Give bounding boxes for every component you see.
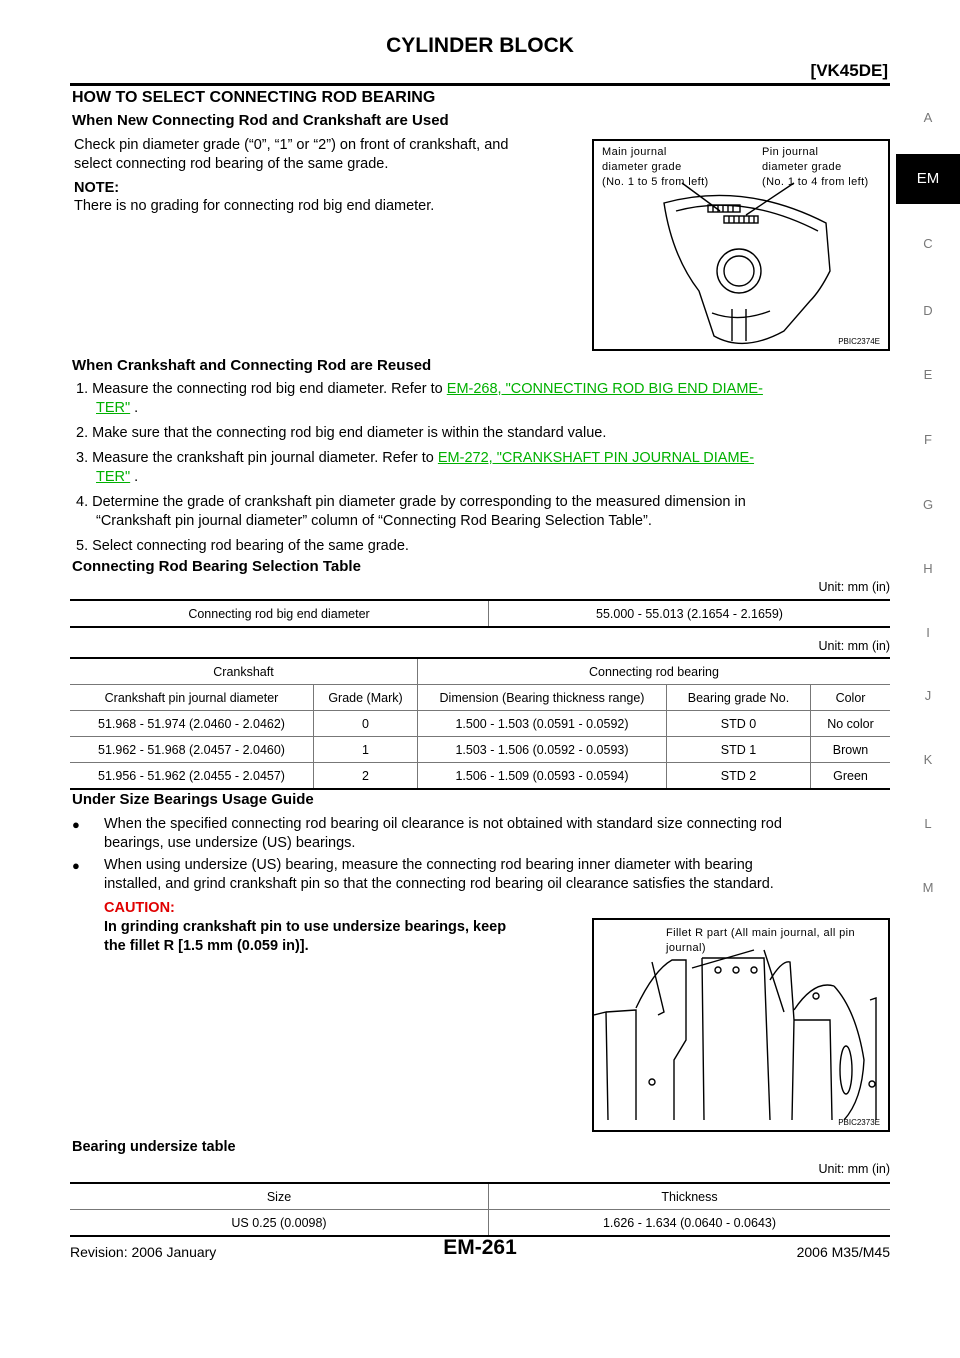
bullet-1-cont: bearings, use undersize (US) bearings. bbox=[104, 835, 356, 851]
header-rule bbox=[70, 83, 890, 86]
table-cell: 1.626 - 1.634 (0.0640 - 0.0643) bbox=[489, 1210, 891, 1237]
crankshaft-grade-figure bbox=[592, 139, 890, 351]
pin-journal-label-line: Pin journal bbox=[762, 146, 819, 158]
figure-code: PBIC2374E bbox=[838, 337, 880, 346]
table-cell: STD 0 bbox=[667, 711, 811, 737]
page-number: EM-261 bbox=[443, 1236, 517, 1259]
side-tab-e[interactable]: E bbox=[923, 367, 933, 382]
step-2: 2. Make sure that the connecting rod big end diameter is within the standard value. bbox=[76, 425, 607, 441]
table-cell: Brown bbox=[811, 737, 891, 763]
side-tab-k[interactable]: K bbox=[923, 752, 933, 767]
table-cell: 51.968 - 51.974 (2.0460 - 2.0462) bbox=[70, 711, 314, 737]
new-parts-body-2: select connecting rod bearing of the same grade. bbox=[74, 156, 389, 172]
em268-link-cont[interactable]: TER" bbox=[96, 400, 131, 416]
step-3-text: 3. Measure the crankshaft pin journal diameter. Refer to bbox=[76, 450, 438, 466]
table-cell: STD 1 bbox=[667, 737, 811, 763]
unit-label: Unit: mm (in) bbox=[818, 1162, 890, 1176]
side-tab-l[interactable]: L bbox=[924, 816, 932, 831]
section-heading: HOW TO SELECT CONNECTING ROD BEARING bbox=[72, 89, 436, 106]
undersize-table-heading: Bearing undersize table bbox=[72, 1139, 236, 1155]
table-cell: 51.956 - 51.962 (2.0455 - 2.0457) bbox=[70, 763, 314, 790]
table-cell: 0 bbox=[314, 711, 418, 737]
table-row bbox=[70, 737, 890, 763]
side-tab-i[interactable]: I bbox=[926, 625, 930, 640]
side-tab-d[interactable]: D bbox=[923, 303, 933, 318]
em272-link[interactable]: EM-272, "CRANKSHAFT PIN JOURNAL DIAME- bbox=[437, 450, 755, 466]
table-row bbox=[70, 1210, 890, 1237]
col-header: Grade (Mark) bbox=[314, 685, 418, 711]
pin-journal-label-line: (No. 1 to 4 from left) bbox=[762, 176, 869, 188]
note-text: There is no grading for connecting rod big end diameter. bbox=[74, 198, 435, 214]
col-header: Color bbox=[811, 685, 891, 711]
new-parts-body-1: Check pin diameter grade (“0”, “1” or “2”) on front of crankshaft, and bbox=[74, 137, 509, 153]
page-title: CYLINDER BLOCK bbox=[386, 34, 574, 57]
side-tab-em[interactable]: EM bbox=[896, 154, 960, 204]
em268-link[interactable]: EM-268, "CONNECTING ROD BIG END DIAME- bbox=[446, 381, 763, 397]
bullet-dot: ● bbox=[72, 858, 80, 873]
col-header: Dimension (Bearing thickness range) bbox=[418, 685, 667, 711]
revision-date: Revision: 2006 January bbox=[70, 1244, 217, 1260]
table-cell: Green bbox=[811, 763, 891, 790]
group-crankshaft: Crankshaft bbox=[70, 658, 418, 685]
side-tab-f[interactable]: F bbox=[924, 432, 932, 447]
em272-link-cont[interactable]: TER" bbox=[96, 469, 131, 485]
caution-text-cont: the fillet R [1.5 mm (0.059 in)]. bbox=[104, 938, 309, 954]
side-tab-g[interactable]: G bbox=[922, 497, 934, 512]
table-cell: 1 bbox=[314, 737, 418, 763]
model-year: 2006 M35/M45 bbox=[796, 1244, 890, 1260]
undersize-table bbox=[70, 1182, 890, 1237]
side-tab-a[interactable]: A bbox=[923, 110, 933, 125]
unit-label: Unit: mm (in) bbox=[818, 580, 890, 594]
new-parts-heading: When New Connecting Rod and Crankshaft are Used bbox=[72, 112, 449, 129]
undersize-heading: Under Size Bearings Usage Guide bbox=[72, 791, 314, 808]
col-header: Size bbox=[70, 1183, 489, 1210]
bullet-dot: ● bbox=[72, 817, 80, 832]
step-4: 4. Determine the grade of crankshaft pin diameter grade by corresponding to the measured dimension in bbox=[76, 494, 746, 510]
step-1-text: 1. Measure the connecting rod big end diameter. Refer to bbox=[76, 381, 447, 397]
table-cell: 2 bbox=[314, 763, 418, 790]
crankshaft-side-drawing bbox=[594, 920, 888, 1130]
step-4-cont: “Crankshaft pin journal diameter” column of “Connecting Rod Bearing Selection Table”. bbox=[96, 513, 652, 529]
table-cell: US 0.25 (0.0098) bbox=[70, 1210, 489, 1237]
caution-label: CAUTION: bbox=[104, 900, 175, 916]
table-cell: 1.500 - 1.503 (0.0591 - 0.0592) bbox=[418, 711, 667, 737]
table-cell: 1.506 - 1.509 (0.0593 - 0.0594) bbox=[418, 763, 667, 790]
fillet-r-label-line: journal) bbox=[666, 942, 706, 954]
big-end-label: Connecting rod big end diameter bbox=[70, 600, 489, 627]
table-cell: STD 2 bbox=[667, 763, 811, 790]
side-tab-j[interactable]: J bbox=[924, 688, 932, 703]
step-1-cont bbox=[96, 399, 138, 418]
big-end-value: 55.000 - 55.013 (2.1654 - 2.1659) bbox=[489, 600, 891, 627]
pin-journal-label-line: diameter grade bbox=[762, 161, 842, 173]
step-3 bbox=[76, 449, 890, 468]
col-header: Crankshaft pin journal diameter bbox=[70, 685, 314, 711]
table-row bbox=[70, 763, 890, 790]
bullet-1: When the specified connecting rod bearing oil clearance is not obtained with standard size connecting rod bbox=[104, 816, 782, 832]
step-3-cont bbox=[96, 468, 138, 487]
crankshaft-front-drawing bbox=[594, 141, 888, 349]
reused-heading: When Crankshaft and Connecting Rod are Reused bbox=[72, 357, 432, 374]
main-journal-label-line: Main journal bbox=[602, 146, 667, 158]
engine-code: [VK45DE] bbox=[810, 61, 888, 80]
table-cell: 1.503 - 1.506 (0.0592 - 0.0593) bbox=[418, 737, 667, 763]
big-end-diameter-table bbox=[70, 599, 890, 628]
col-header: Bearing grade No. bbox=[667, 685, 811, 711]
step-1-end: . bbox=[130, 400, 139, 416]
bearing-selection-table bbox=[70, 657, 890, 790]
fillet-r-figure bbox=[592, 918, 890, 1132]
caution-text: In grinding crankshaft pin to use undersize bearings, keep bbox=[104, 919, 507, 935]
step-5: 5. Select connecting rod bearing of the same grade. bbox=[76, 538, 409, 554]
main-journal-label-line: (No. 1 to 5 from left) bbox=[602, 176, 709, 188]
side-tab-c[interactable]: C bbox=[923, 236, 933, 251]
table-row bbox=[70, 711, 890, 737]
figure-code: PBIC2373E bbox=[838, 1118, 880, 1127]
side-tab-h[interactable]: H bbox=[923, 561, 933, 576]
selection-table-heading: Connecting Rod Bearing Selection Table bbox=[72, 558, 361, 575]
table-cell: 51.962 - 51.968 (2.0457 - 2.0460) bbox=[70, 737, 314, 763]
main-journal-label-line: diameter grade bbox=[602, 161, 682, 173]
note-label: NOTE: bbox=[74, 180, 120, 196]
step-3-end: . bbox=[130, 469, 139, 485]
bullet-2: When using undersize (US) bearing, measure the connecting rod bearing inner diameter with bearing bbox=[104, 857, 753, 873]
unit-label: Unit: mm (in) bbox=[818, 639, 890, 653]
step-1 bbox=[76, 380, 890, 399]
group-bearing: Connecting rod bearing bbox=[418, 658, 891, 685]
fillet-r-label-line: Fillet R part (All main journal, all pin bbox=[666, 927, 856, 939]
side-tab-m[interactable]: M bbox=[922, 880, 934, 895]
bullet-2-cont: installed, and grind crankshaft pin so that the connecting rod bearing oil clearance satisfies the standard. bbox=[104, 876, 774, 892]
table-cell: No color bbox=[811, 711, 891, 737]
col-header: Thickness bbox=[489, 1183, 891, 1210]
